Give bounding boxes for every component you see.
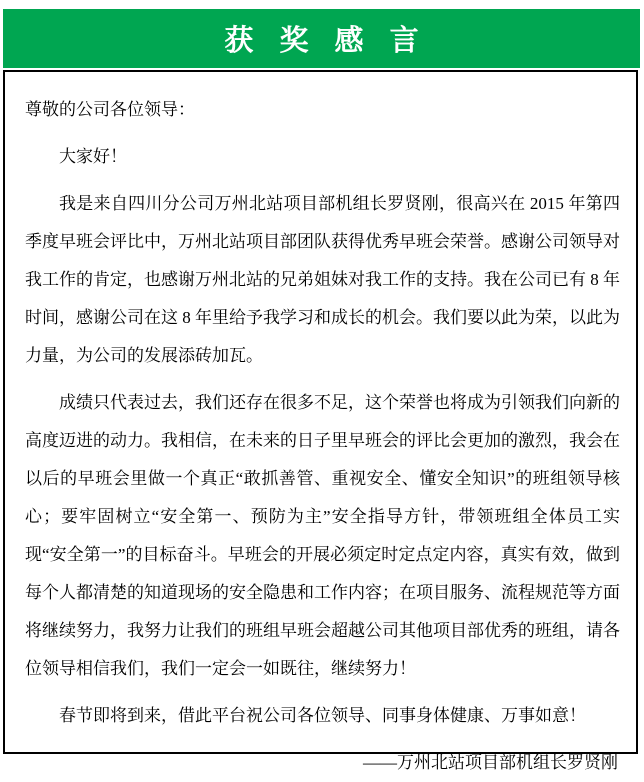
salutation: 尊敬的公司各位领导：: [25, 100, 195, 119]
letter-paragraph: 春节即将到来，借此平台祝公司各位领导、同事身体健康、万事如意！: [59, 706, 586, 725]
letter-paragraph: 成绩只代表过去，我们还存在很多不足，这个荣誉也将成为引领我们向新的高度迈进的动力。我相信，在未来的日子里早班会的评比会更加的激烈，我会在以后的早班会里做一个真正“敢抓善管、重视安全、懂安全知识”的班组领导核心；要牢固树立“安全第一、预防为主”安全指导方针，带领班组全体员工实现“安全第一”的目标奋斗。早班会的开展必须定时定点定内容，真实有效，做到每个人都清楚的知道现场的安全隐患和工作内容；在项目服务、流程规范等方面将继续努力，我努力让我们的班组早班会超越公司其他项目部优秀的班组，请各位领导相信我们，我们一定会一如既往，继续努力！: [25, 393, 620, 678]
letter-body: [3, 70, 638, 772]
signature-line: ——万州北站项目部机组长罗贤刚: [363, 753, 618, 772]
header-bar: [3, 9, 640, 68]
letter-paragraph: 大家好！: [59, 147, 127, 166]
page-title: 获 奖 感 言: [224, 25, 428, 57]
letter-paragraph: 我是来自四川分公司万州北站项目部机组长罗贤刚，很高兴在 2015 年第四季度早班会评比中，万州北站项目部团队获得优秀早班会荣誉。感谢公司领导对我工作的肯定，也感谢万州北站的兄弟姐妹对我工作的支持。我在公司已有 8 年时间，感谢公司在这 8 年里给予我学习和成长的机会。我们要以此为荣，以此为力量，为公司的发展添砖加瓦。: [25, 194, 620, 365]
